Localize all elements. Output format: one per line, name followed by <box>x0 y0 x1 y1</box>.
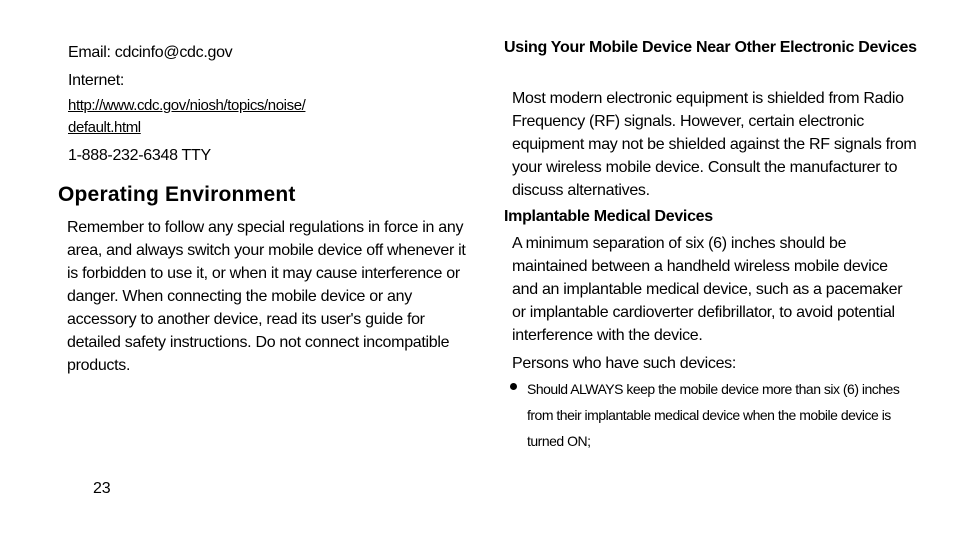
near-electronic-paragraph: Most modern electronic equipment is shielded from Radio Frequency (RF) signals. However, certain electronic equipment may not be shielded against the RF signals from your wireless mobile device. Consult the manufacturer to discuss alternatives. <box>512 90 917 199</box>
bullet-icon <box>510 383 517 390</box>
subheading-near-electronic: Using Your Mobile Device Near Other Electronic Devices <box>504 39 917 56</box>
persons-intro: Persons who have such devices: <box>512 355 737 372</box>
internet-label: Internet: <box>68 72 125 89</box>
cdc-link-line1[interactable]: http://www.cdc.gov/niosh/topics/noise/ <box>68 97 306 114</box>
operating-environment-paragraph: Remember to follow any special regulations in force in any area, and always switch your mobile device off whenever it is forbidden to use it, or when it may cause interference or danger. When connecting the mobile device or any accessory to another device, read its user's guide for detailed safety instructions. Do not connect incompatible products. <box>67 219 466 374</box>
cdc-link-line2[interactable]: default.html <box>68 119 141 136</box>
subheading-implantable: Implantable Medical Devices <box>504 208 713 225</box>
bullet-text: Should ALWAYS keep the mobile device more than six (6) inches from their implantable medical device when the mobile device is turned ON; <box>527 381 900 449</box>
page-number: 23 <box>93 480 111 497</box>
section-heading-operating-environment: Operating Environment <box>58 183 296 206</box>
implantable-paragraph: A minimum separation of six (6) inches should be maintained between a handheld wireless mobile device and an implantable medical device, such as a pacemaker or implantable cardioverter defibrillator, to avoid potential interference with the device. <box>512 235 903 344</box>
right-column <box>477 0 954 540</box>
email-line: Email: cdcinfo@cdc.gov <box>68 44 233 61</box>
tty-phone: 1-888-232-6348 TTY <box>68 147 211 164</box>
